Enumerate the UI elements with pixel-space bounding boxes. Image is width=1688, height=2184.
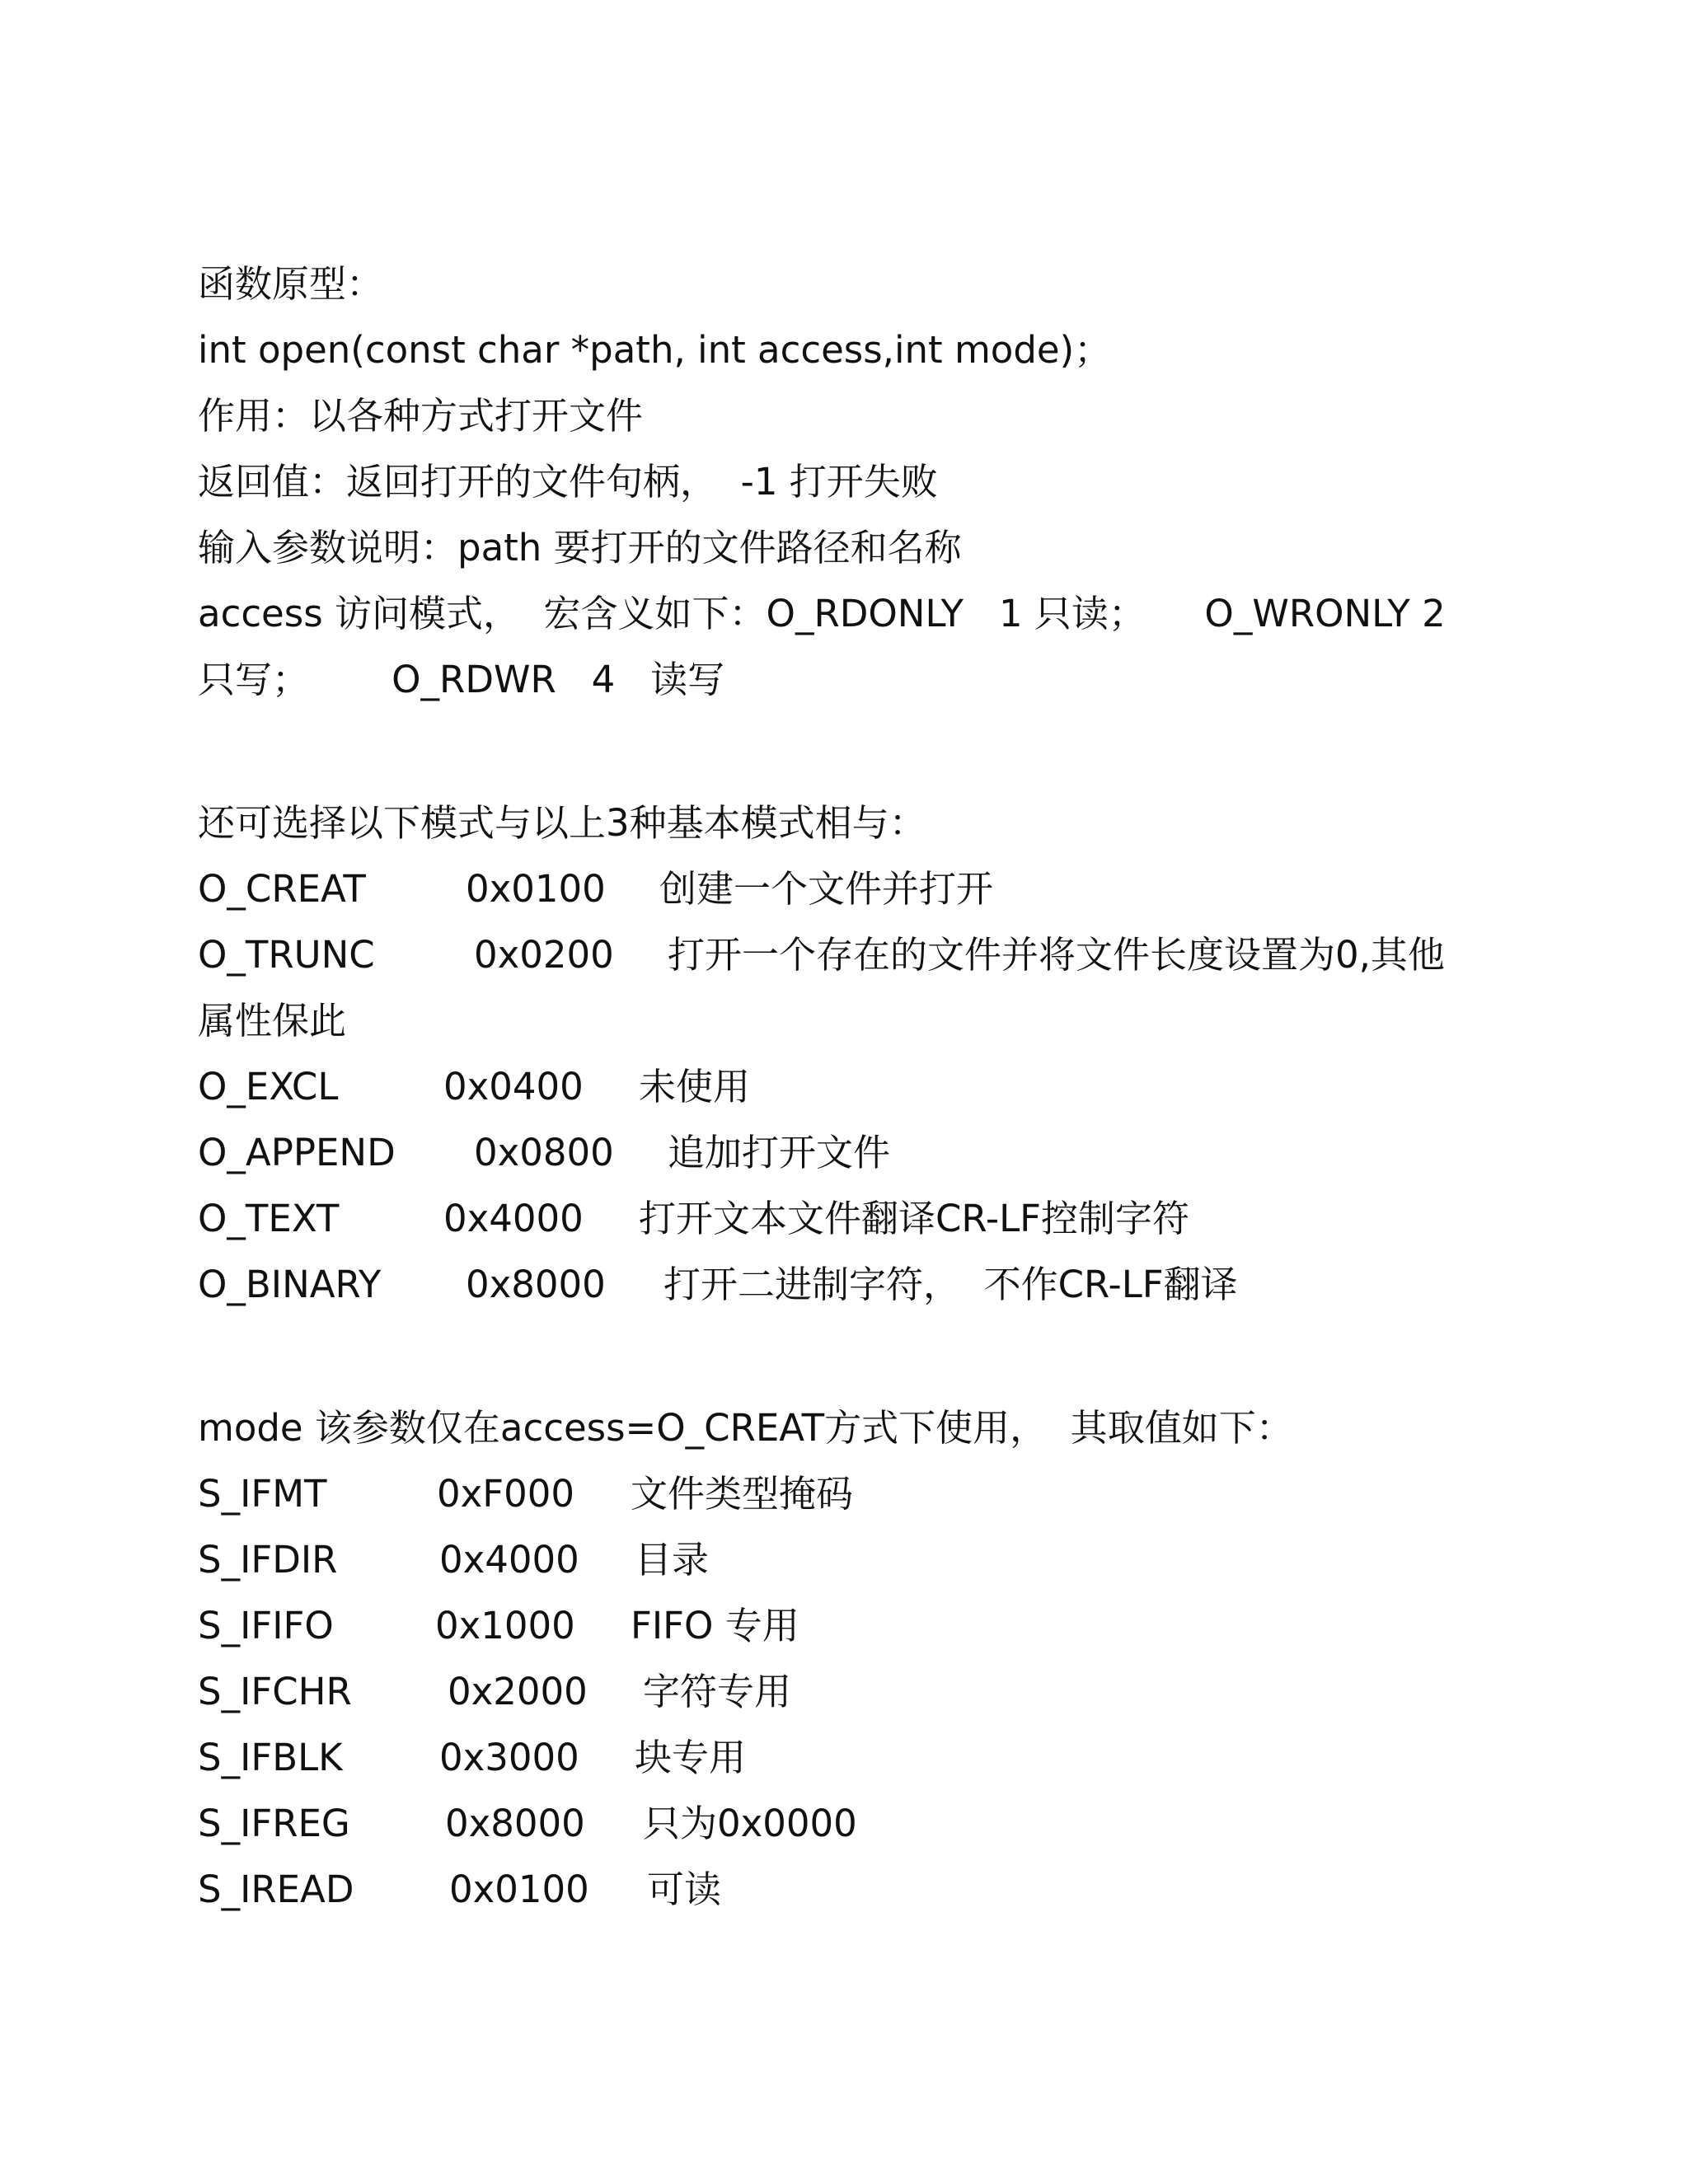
mode-name: S_IFDIR <box>198 1538 338 1582</box>
mode-desc: 只为0x0000 <box>643 1802 857 1845</box>
flag-row <box>198 1252 1500 1318</box>
mode-value: 0x3000 <box>439 1736 579 1779</box>
mode-row <box>198 1857 1500 1923</box>
flag-value: 0x4000 <box>443 1197 584 1240</box>
mode-desc: 目录 <box>635 1538 710 1582</box>
access-description-cont: 只写； O_RDWR 4 读写 <box>198 658 725 701</box>
flag-row <box>198 1186 1500 1252</box>
flag-value: 0x8000 <box>466 1263 606 1306</box>
flag-name: O_TRUNC <box>198 933 375 977</box>
flag-desc: 打开文本文件翻译CR-LF控制字符 <box>639 1197 1190 1240</box>
flag-name: O_EXCL <box>198 1065 339 1108</box>
paragraph-gap <box>198 713 1500 790</box>
params-text: 输入参数说明：path 要打开的文件路径和名称 <box>198 526 962 569</box>
flag-row <box>198 1054 1500 1120</box>
flag-value: 0x0200 <box>474 933 614 977</box>
flag-desc: 打开二进制字符， 不作CR-LF翻译 <box>663 1263 1238 1306</box>
mode-row <box>198 1659 1500 1725</box>
mode-value: 0x4000 <box>439 1538 579 1582</box>
flag-value: 0x0100 <box>466 867 606 911</box>
mode-name: S_IFBLK <box>198 1736 343 1779</box>
flag-row <box>198 1120 1500 1186</box>
mode-row <box>198 1725 1500 1791</box>
mode-name: S_IREAD <box>198 1868 354 1911</box>
mode-name: S_IFCHR <box>198 1670 352 1713</box>
mode-name: S_IFMT <box>198 1472 327 1516</box>
flag-name: O_TEXT <box>198 1197 340 1240</box>
access-flags-intro: 还可选择以下模式与以上3种基本模式相与： <box>198 801 926 845</box>
mode-desc: FIFO 专用 <box>631 1604 799 1647</box>
flag-name: O_CREAT <box>198 867 366 911</box>
flag-name: O_APPEND <box>198 1131 396 1174</box>
mode-row <box>198 1593 1500 1659</box>
flag-desc: 打开一个存在的文件并将文件长度设置为0,其他 <box>668 933 1445 977</box>
mode-value: 0x0100 <box>449 1868 589 1911</box>
mode-desc: 字符专用 <box>643 1670 792 1713</box>
mode-desc: 文件类型掩码 <box>631 1472 854 1516</box>
mode-row <box>198 1791 1500 1857</box>
flag-value: 0x0800 <box>474 1131 614 1174</box>
flag-desc: 追加打开文件 <box>668 1131 891 1174</box>
mode-desc: 可读 <box>647 1868 722 1911</box>
function-signature: int open(const char *path, int access,int mode)； <box>198 328 1112 372</box>
access-description: access 访问模式， 宏含义如下：O_RDONLY 1 只读； O_WRONLY 2 <box>198 592 1446 635</box>
mode-value: 0x8000 <box>445 1802 585 1845</box>
prototype-label: 函数原型： <box>198 262 384 306</box>
flag-desc-continuation: 属性保此 <box>198 999 347 1043</box>
mode-row <box>198 1461 1500 1527</box>
paragraph-gap <box>198 1318 1500 1395</box>
mode-name: S_IFIFO <box>198 1604 334 1647</box>
mode-value: 0xF000 <box>437 1472 575 1516</box>
document-body <box>198 251 1500 1923</box>
mode-value: 0x1000 <box>435 1604 575 1647</box>
mode-flags-intro: mode 该参数仅在access=O_CREAT方式下使用， 其取值如下： <box>198 1406 1293 1450</box>
flag-row <box>198 856 1500 922</box>
purpose-text: 作用：以各种方式打开文件 <box>198 394 644 438</box>
flag-name: O_BINARY <box>198 1263 382 1306</box>
flag-value: 0x0400 <box>443 1065 584 1108</box>
flag-row <box>198 922 1500 988</box>
flag-desc: 未使用 <box>639 1065 751 1108</box>
mode-row <box>198 1527 1500 1593</box>
mode-name: S_IFREG <box>198 1802 350 1845</box>
return-value-text: 返回值：返回打开的文件句柄， -1 打开失败 <box>198 460 938 504</box>
flag-desc: 创建一个文件并打开 <box>659 867 994 911</box>
mode-desc: 块专用 <box>635 1736 747 1779</box>
mode-value: 0x2000 <box>448 1670 588 1713</box>
